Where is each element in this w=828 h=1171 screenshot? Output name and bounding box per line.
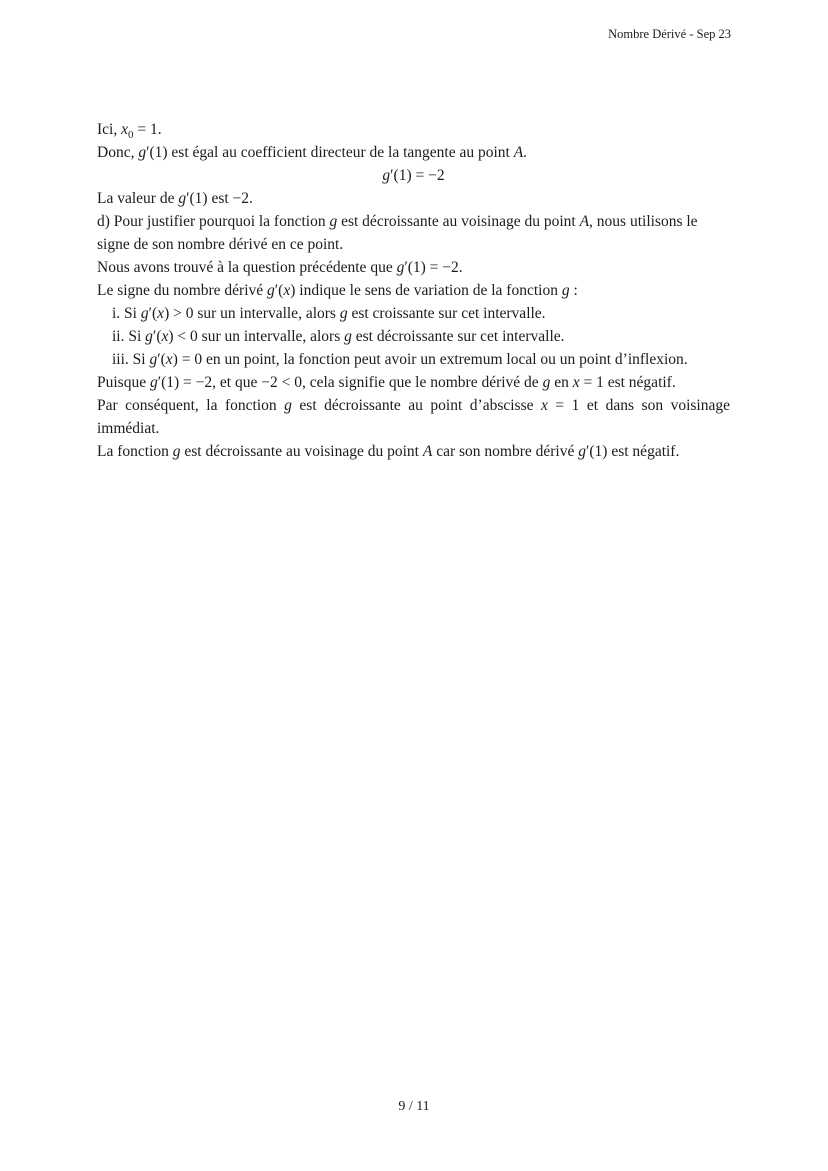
list-derivative-sign-cases: [97, 302, 730, 371]
page-header: Nombre Dérivé - Sep 23: [608, 27, 731, 41]
paragraph-ici-x0: Ici, $x_0 = 1$.: [97, 121, 162, 142]
page-number: 9 / 11: [398, 1099, 430, 1114]
paragraph-consequent: Par conséquent, la fonction g est décroissante au point d’abscisse x = 1 et dans son voisinage immédiat.: [97, 397, 730, 437]
paragraph-valeur: La valeur de g′(1) est −2.: [97, 190, 253, 207]
paragraph-signe-variation: Le signe du nombre dérivé g′(x) indique le sens de variation de la fonction g :: [97, 282, 578, 299]
list-item-iii: iii. Si g′(x) = 0 en un point, la fonction peut avoir un extremum local ou un point d’inflexion.: [112, 351, 688, 368]
equation-g-prime-result: g′(1) = −2: [382, 167, 445, 184]
document-body: [97, 118, 730, 463]
list-item-i: i. Si g′(x) > 0 sur un intervalle, alors g est croissante sur cet intervalle.: [112, 305, 546, 322]
paragraph-trouve-precedente: Nous avons trouvé à la question précédente que g′(1) = −2.: [97, 259, 463, 276]
paragraph-donc-tangente: Donc, g′(1) est égal au coefficient directeur de la tangente au point A.: [97, 144, 528, 161]
paragraph-conclusion: La fonction g est décroissante au voisinage du point A car son nombre dérivé g′(1) est négatif.: [97, 443, 680, 460]
list-item-ii: ii. Si g′(x) < 0 sur un intervalle, alors g est décroissante sur cet intervalle.: [112, 328, 565, 345]
paragraph-question-d: d) Pour justifier pourquoi la fonction g est décroissante au voisinage du point A, nous utilisons le signe de son nombre dérivé en ce point.: [97, 213, 698, 253]
paragraph-puisque-negatif: Puisque g′(1) = −2, et que −2 < 0, cela signifie que le nombre dérivé de g en x = 1 est négatif.: [97, 374, 676, 391]
